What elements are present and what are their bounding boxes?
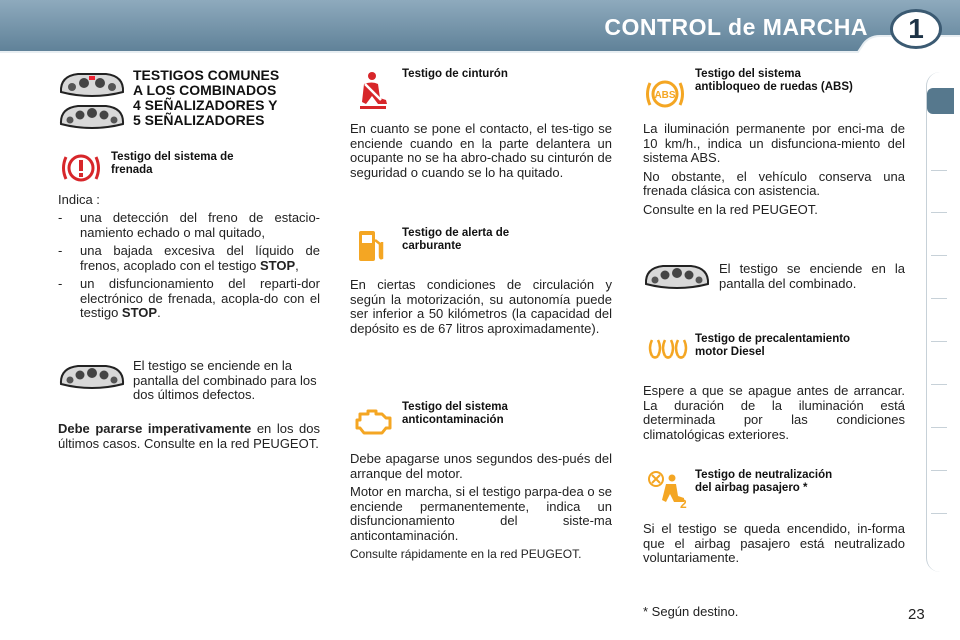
seatbelt-heading: Testigo de cinturón — [402, 68, 508, 80]
list-item: - una detección del freno de estacio-namiento echado o mal quitado, — [58, 210, 320, 240]
svg-text:ABS: ABS — [654, 90, 676, 101]
brake-intro: Indica : — [58, 192, 100, 207]
seatbelt-text: En cuanto se pone el contacto, el tes-tigo se enciende cuando en la parte delantera un ocupante no se ha abro-chado su cinturón de seguridad o cuando se lo ha quitado. — [350, 121, 612, 180]
brake-cluster-note: El testigo se enciende en la pantalla del combinado para los dos últimos defectos. — [133, 358, 317, 402]
chapter-tabs-edge — [926, 72, 948, 572]
tab-divider — [931, 470, 947, 471]
brake-fault-list — [58, 211, 320, 325]
tab-divider — [931, 341, 947, 342]
list-item: - una bajada excesiva del líquido de frenos, acoplado con el testigo STOP, — [58, 243, 320, 273]
tab-divider — [931, 170, 947, 171]
airbag-heading: Testigo de neutralización del airbag pasajero * — [695, 469, 833, 494]
tab-divider — [931, 255, 947, 256]
abs-cluster-note: El testigo se enciende en la pantalla del combinado. — [719, 261, 905, 291]
preheat-text: Espere a que se apague antes de arrancar. La duración de la iluminación está determinada por las condiciones climatológicas exteriores. — [643, 383, 905, 442]
page-title: CONTROL de MARCHA — [604, 14, 868, 40]
fuel-text: En ciertas condiciones de circulación y según la motorización, su autonomía puede ser inferior a 50 kilómetros (la capacidad del depósito es de 67 litros aproximadamente). — [350, 277, 612, 336]
emission-heading: Testigo del sistema anticontaminación — [402, 401, 508, 426]
instrument-cluster-icon — [58, 362, 126, 390]
emission-text: Debe apagarse unos segundos des-pués del arranque del motor. Motor en marcha, si el testigo parpa-dea o se enciende permanentemente, indica un disfuncionamiento del siste-ma anticontaminación. Consulte rápidamente en la red PEUGEOT. — [350, 451, 612, 561]
preheat-heading: Testigo de precalentamiento motor Diesel — [695, 333, 851, 358]
airbag-text: Si el testigo se queda encendido, in-forma que el airbag pasajero está neutralizado voluntariamente. — [643, 521, 905, 565]
page-number: 23 — [908, 606, 925, 623]
tab-divider — [931, 212, 947, 213]
fuel-heading: Testigo de alerta de carburante — [402, 227, 510, 252]
footnote: * Según destino. — [643, 604, 739, 619]
fuel-pump-icon — [356, 228, 386, 269]
svg-text:2: 2 — [680, 497, 687, 510]
brake-warning-icon — [60, 150, 102, 191]
instrument-cluster-icon — [58, 70, 126, 98]
instrument-cluster-icon — [643, 262, 711, 290]
seatbelt-icon — [356, 70, 392, 117]
section-title: TESTIGOS COMUNES A LOS COMBINADOS 4 SEÑALIZADORES Y 5 SEÑALIZADORES — [133, 67, 280, 128]
tab-divider — [931, 427, 947, 428]
tab-divider — [931, 384, 947, 385]
list-item: - un disfuncionamiento del reparti-dor electrónico de frenada, acopla-do con el testigo STOP. — [58, 276, 320, 320]
brake-heading: Testigo del sistema de frenada — [111, 151, 234, 176]
active-chapter-tab[interactable] — [927, 88, 954, 114]
airbag-off-icon — [646, 470, 688, 515]
abs-text: La iluminación permanente por enci-ma de 10 km/h., indica un disfunciona-miento del sistema ABS. No obstante, el vehículo conserva una frenada clásica con asistencia. Consulte en la red PEUGEOT. — [643, 121, 905, 217]
tab-divider — [931, 298, 947, 299]
instrument-cluster-icon — [58, 102, 126, 130]
tab-divider — [931, 513, 947, 514]
glow-plug-icon — [648, 336, 688, 365]
abs-warning-icon — [642, 76, 688, 117]
brake-warning-text: Debe pararse imperativamente en los dos últimos casos. Consulte en la red PEUGEOT. — [58, 421, 321, 451]
engine-emission-icon — [354, 406, 394, 443]
chapter-number: 1 — [890, 9, 942, 49]
abs-heading: Testigo del sistema antibloqueo de ruedas (ABS) — [695, 68, 853, 93]
page-header — [0, 0, 960, 56]
